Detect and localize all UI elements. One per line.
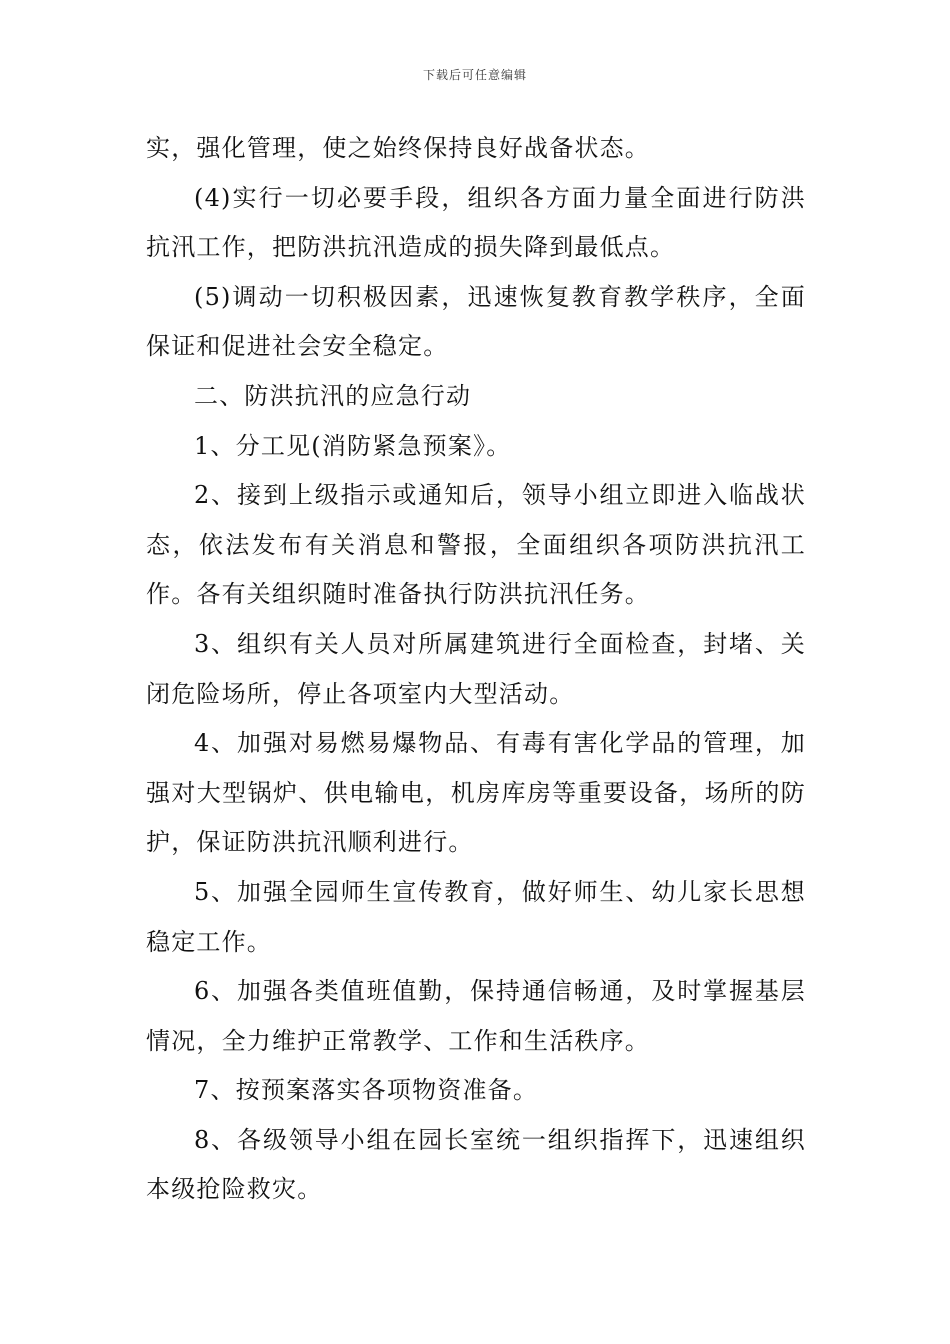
section-heading: 二、防洪抗汛的应急行动 bbox=[194, 381, 472, 410]
paragraph-step-1: 1、分工见(消防紧急预案》。 bbox=[194, 431, 512, 460]
document-body bbox=[146, 124, 806, 1215]
paragraph-step-2: 2、接到上级指示或通知后，领导小组立即进入临战状态，依法发布有关消息和警报，全面组织各项防洪抗汛工作。各有关组织随时准备执行防洪抗汛任务。 bbox=[146, 481, 806, 609]
paragraph-step-7: 7、按预案落实各项物资准备。 bbox=[194, 1076, 539, 1105]
page-header-note: 下载后可任意编辑 bbox=[422, 68, 527, 82]
paragraph-item-4: (4)实行一切必要手段，组织各方面力量全面进行防洪抗汛工作，把防洪抗汛造成的损失降到最低点。 bbox=[146, 183, 806, 262]
paragraph-step-8: 8、各级领导小组在园长室统一组织指挥下，迅速组织本级抢险救灾。 bbox=[146, 1125, 806, 1204]
paragraph-item-5: (5)调动一切积极因素，迅速恢复教育教学秩序，全面保证和促进社会安全稳定。 bbox=[146, 282, 806, 361]
paragraph-step-3: 3、组织有关人员对所属建筑进行全面检查，封堵、关闭危险场所，停止各项室内大型活动。 bbox=[146, 629, 806, 708]
paragraph-step-4: 4、加强对易燃易爆物品、有毒有害化学品的管理，加强对大型锅炉、供电输电，机房库房等重要设备，场所的防护，保证防洪抗汛顺利进行。 bbox=[146, 729, 806, 857]
paragraph-step-5: 5、加强全园师生宣传教育，做好师生、幼儿家长思想稳定工作。 bbox=[146, 877, 806, 956]
paragraph-continuation: 实，强化管理，使之始终保持良好战备状态。 bbox=[146, 134, 650, 162]
paragraph-step-6: 6、加强各类值班值勤，保持通信畅通，及时掌握基层情况，全力维护正常教学、工作和生活秩序。 bbox=[146, 977, 806, 1055]
